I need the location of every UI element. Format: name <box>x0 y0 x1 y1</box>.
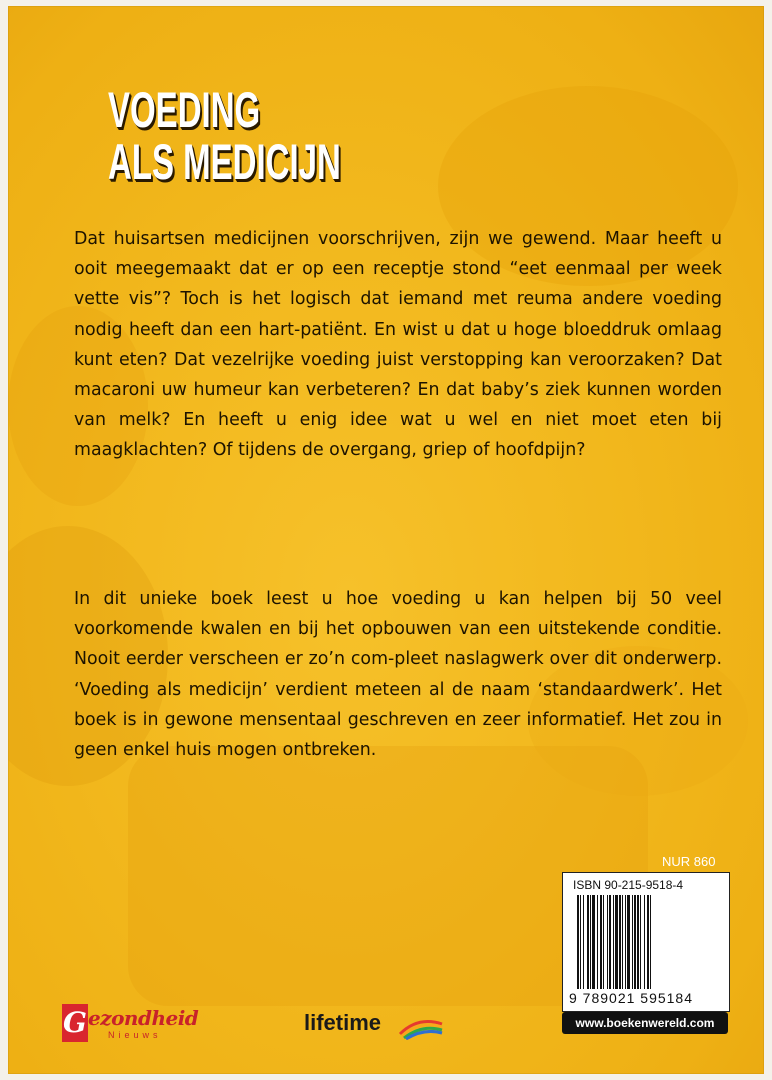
logo-subtitle: Nieuws <box>108 1030 162 1040</box>
blurb-paragraph-2: In dit unieke boek leest u hoe voeding u kan helpen bij 50 veel voorkomende kwalen en bij het opbouwen van een uitstekende conditie. Nooit eerder verscheen er zo’n com-pleet naslagwerk over dit onderwerp. ‘Voeding als medicijn’ verdient meteen al de naam ‘standaardwerk’. Het boek is in gewone mensentaal geschreven en zeer informatief. Het zou in geen enkel huis mogen ontbreken. <box>74 589 722 761</box>
lifetime-logo-text: lifetime <box>304 1010 382 1035</box>
barcode-panel <box>562 872 730 1012</box>
logo-name: ezondheid <box>88 1006 199 1030</box>
book-title <box>108 84 341 188</box>
nur-code: NUR 860 <box>662 854 716 869</box>
book-back-cover <box>8 6 764 1074</box>
title-line-2: ALS MEDICIJN <box>108 134 341 190</box>
barcode-icon <box>577 895 723 989</box>
rainbow-swoosh-icon <box>398 1014 444 1040</box>
lifetime-logo <box>304 1010 454 1046</box>
barcode-bar <box>651 895 652 989</box>
isbn-number: ISBN 90-215-9518-4 <box>573 878 684 892</box>
ean-number: 9 789021 595184 <box>569 990 693 1006</box>
gezondheid-nieuws-logo <box>62 1004 222 1044</box>
website-label: www.boekenwereld.com <box>562 1012 728 1034</box>
blurb-paragraph-1: Dat huisartsen medicijnen voorschrijven, zijn we gewend. Maar heeft u ooit meegemaakt dat er op een receptje stond “eet eenmaal per week vette vis”? Toch is het logisch dat iemand met reuma andere voeding nodig heeft dan een hart-patiënt. En wist u dat u hoge bloeddruk omlaag kunt eten? Dat vezelrijke voeding juist verstopping kan veroorzaken? Dat macaroni uw humeur kan verbeteren? En dat baby’s ziek kunnen worden van melk? En heeft u enig idee wat u wel en niet moet eten bij maagklachten? Of tijdens de overgang, griep of hoofdpijn? <box>74 229 722 461</box>
title-line-1: VOEDING <box>108 82 261 138</box>
logo-initial: G <box>62 1004 88 1042</box>
